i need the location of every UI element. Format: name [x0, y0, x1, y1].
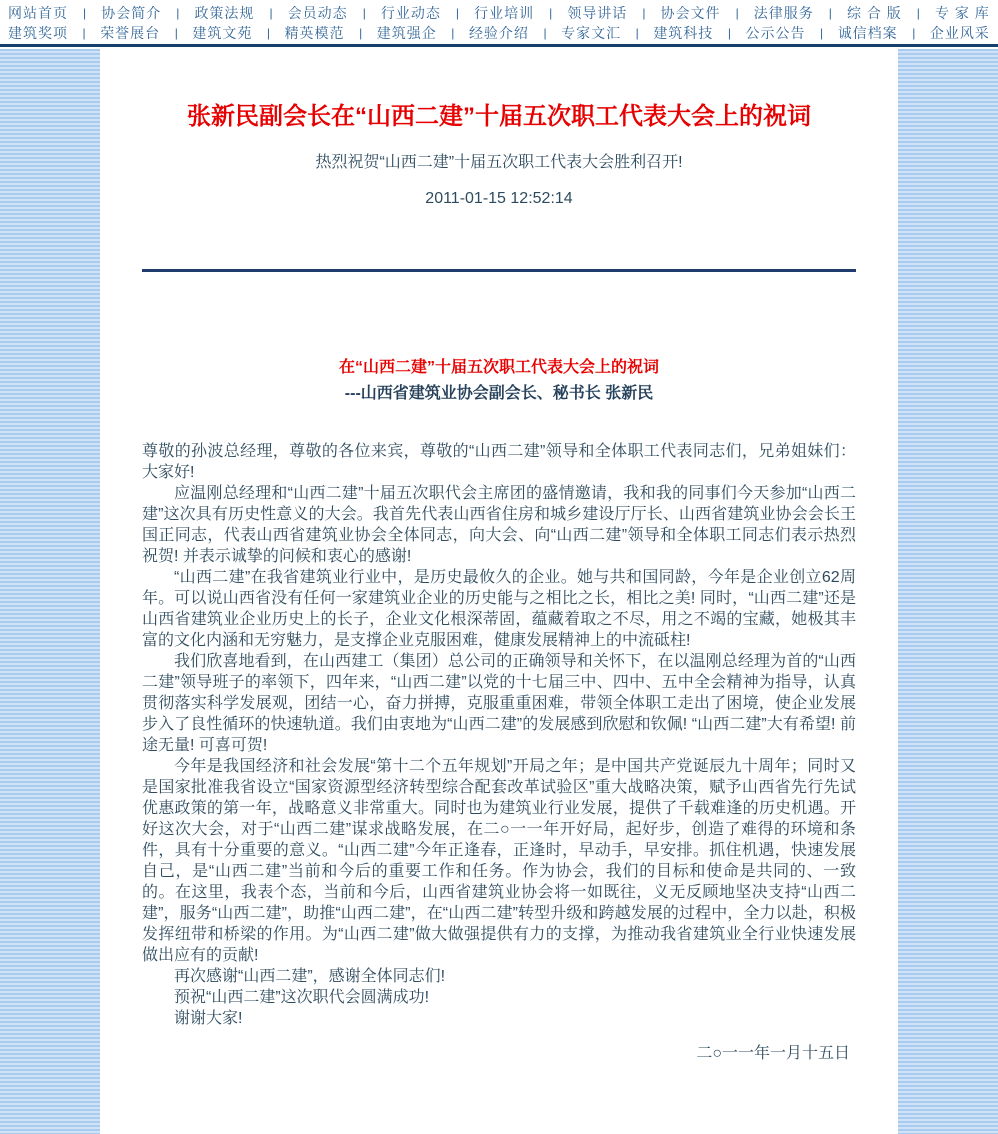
- divider-line: [142, 269, 856, 272]
- nav-row-2: [8, 23, 990, 43]
- top-nav: [0, 0, 998, 47]
- article-date: 2011-01-15 12:52:14: [425, 190, 573, 207]
- article-body: [142, 441, 856, 1029]
- article-title: 张新民副会长在“山西二建”十届五次职工代表大会上的祝词: [187, 103, 811, 130]
- nav-separator: |: [912, 26, 916, 40]
- article-paragraph: 再次感谢“山西二建”，感谢全体同志们!: [174, 968, 446, 985]
- nav-separator: |: [727, 26, 731, 40]
- article-paragraph: 今年是我国经济和社会发展“第十二个五年规划”开局之年；是中国共产党诞辰九十周年；同时又是国家批准我省设立“国家资源型经济转型综合配套改革试验区”重大战略决策，赋予山西省先行先试优惠政策的第一年，战略意义非常重大。同时也为建筑业行业发展，提供了千载难逢的历史机遇。开好这次大会，对于“山西二建”谋求战略发展，在二○一一年开好局，起好步，创造了难得的环境和条件，具有十分重要的意义。“山西二建”今年正逢春，正逢时，早动手，早安排。抓住机遇，快速发展自己，是“山西二建”当前和今后的重要工作和任务。作为协会，我们的目标和使命是共同的、一致的。在这里，我表个态，当前和今后，山西省建筑业协会将一如既往，义无反顾地坚决支持“山西二建”，服务“山西二建”，助推“山西二建”，在“山西二建”转型升级和跨越发展的过程中，全力以赴，积极发挥纽带和桥梁的作用。为“山西二建”做大做强提供有力的支撑，为推动我省建筑业全行业快速发展做出应有的贡献!: [142, 758, 856, 964]
- article-paragraph: 预祝“山西二建”这次职代会圆满成功!: [174, 989, 430, 1006]
- article-paragraph: 谢谢大家!: [174, 1010, 243, 1027]
- nav-link[interactable]: 建筑奖项: [8, 25, 68, 41]
- nav-separator: |: [735, 6, 739, 20]
- nav-separator: |: [916, 6, 920, 20]
- right-stripe-band: [898, 49, 998, 1134]
- nav-link[interactable]: 荣誉展台: [100, 25, 161, 41]
- nav-link[interactable]: 企业风采: [929, 25, 990, 41]
- nav-link[interactable]: 精英模范: [284, 25, 345, 41]
- article-paragraph: 我们欣喜地看到，在山西建工（集团）总公司的正确领导和关怀下，在以温刚总经理为首的“山西二建”领导班子的率领下，四年来，“山西二建”以党的十七届三中、四中、五中全会精神为指导，认真贯彻落实科学发展观，团结一心，奋力拼搏，克服重重困难，带领全体职工走出了困境，使企业发展步入了良性循环的快速轨道。我们由衷地为“山西二建”的发展感到欣慰和钦佩! “山西二建”大有希望! 前途无量! 可喜可贺!: [142, 653, 856, 754]
- nav-link[interactable]: 协会简介: [101, 5, 162, 21]
- speech-author-line: ---山西省建筑业协会副会长、秘书长 张新民: [344, 385, 654, 402]
- nav-separator: |: [820, 26, 824, 40]
- nav-separator: |: [362, 6, 366, 20]
- nav-separator: |: [451, 26, 455, 40]
- nav-link[interactable]: 建筑文苑: [192, 25, 253, 41]
- nav-separator: |: [266, 26, 271, 40]
- nav-link[interactable]: 政策法规: [194, 5, 255, 21]
- nav-separator: |: [359, 26, 363, 40]
- nav-separator: |: [549, 6, 553, 20]
- nav-link[interactable]: 领导讲话: [567, 5, 628, 21]
- nav-link[interactable]: 公示公告: [745, 25, 806, 41]
- nav-link[interactable]: 综 合 版: [846, 5, 902, 21]
- nav-separator: |: [543, 26, 547, 40]
- nav-link[interactable]: 建筑科技: [653, 25, 714, 41]
- main-area: [0, 47, 998, 1134]
- nav-separator: |: [176, 6, 180, 20]
- nav-separator: |: [635, 26, 639, 40]
- nav-separator: |: [82, 26, 86, 40]
- article-signature: 二○一一年一月十五日: [696, 1045, 850, 1062]
- nav-separator: |: [174, 26, 178, 40]
- nav-link[interactable]: 诚信档案: [837, 25, 898, 41]
- nav-separator: |: [269, 6, 273, 20]
- article-paragraph: 应温刚总经理和“山西二建”十届五次职代会主席团的盛情邀请，我和我的同事们今天参加“山西二建”这次具有历史性意义的大会。我首先代表山西省住房和城乡建设厅厅长、山西省建筑业协会会长王国正同志，代表山西省建筑业协会全体同志，向大会、向“山西二建”领导和全体职工同志们表示热烈祝贺! 并表示诚挚的问候和衷心的感谢!: [142, 485, 856, 565]
- nav-separator: |: [455, 6, 460, 20]
- nav-link[interactable]: 网站首页: [8, 5, 68, 21]
- article-paragraph: 尊敬的孙波总经理，尊敬的各位来宾，尊敬的“山西二建”领导和全体职工代表同志们，兄弟姐妹们：大家好!: [142, 443, 856, 481]
- article-paragraph: “山西二建”在我省建筑业行业中，是历史最攸久的企业。她与共和国同龄，今年是企业创立62周年。可以说山西省没有任何一家建筑业企业的历史能与之相比之长，相比之美! 同时，“山西二建”还是山西省建筑业企业历史上的长子，企业文化根深蒂固，蕴藏着取之不尽，用之不竭的宝藏，她极其丰富的文化内涵和无穷魅力，是支撑企业克服困难，健康发展精神上的中流砥柱!: [142, 569, 856, 649]
- left-stripe-band: [0, 49, 100, 1134]
- nav-link[interactable]: 建筑强企: [376, 25, 437, 41]
- nav-link[interactable]: 协会文件: [660, 5, 721, 21]
- nav-link[interactable]: 行业培训: [474, 5, 535, 21]
- nav-link[interactable]: 经验介绍: [468, 25, 529, 41]
- nav-separator: |: [642, 6, 646, 20]
- nav-link[interactable]: 行业动态: [380, 5, 441, 21]
- nav-link[interactable]: 会员动态: [287, 5, 348, 21]
- nav-separator: |: [828, 6, 832, 20]
- nav-link[interactable]: 专家文汇: [561, 25, 622, 41]
- nav-link[interactable]: 专 家 库: [934, 5, 990, 21]
- article-subtitle: 热烈祝贺“山西二建”十届五次职工代表大会胜利召开!: [315, 154, 683, 171]
- nav-link[interactable]: 法律服务: [753, 5, 814, 21]
- nav-separator: |: [83, 6, 87, 20]
- nav-row-1: [8, 3, 990, 23]
- speech-heading: 在“山西二建”十届五次职工代表大会上的祝词: [338, 359, 659, 376]
- article-container: [100, 47, 898, 1134]
